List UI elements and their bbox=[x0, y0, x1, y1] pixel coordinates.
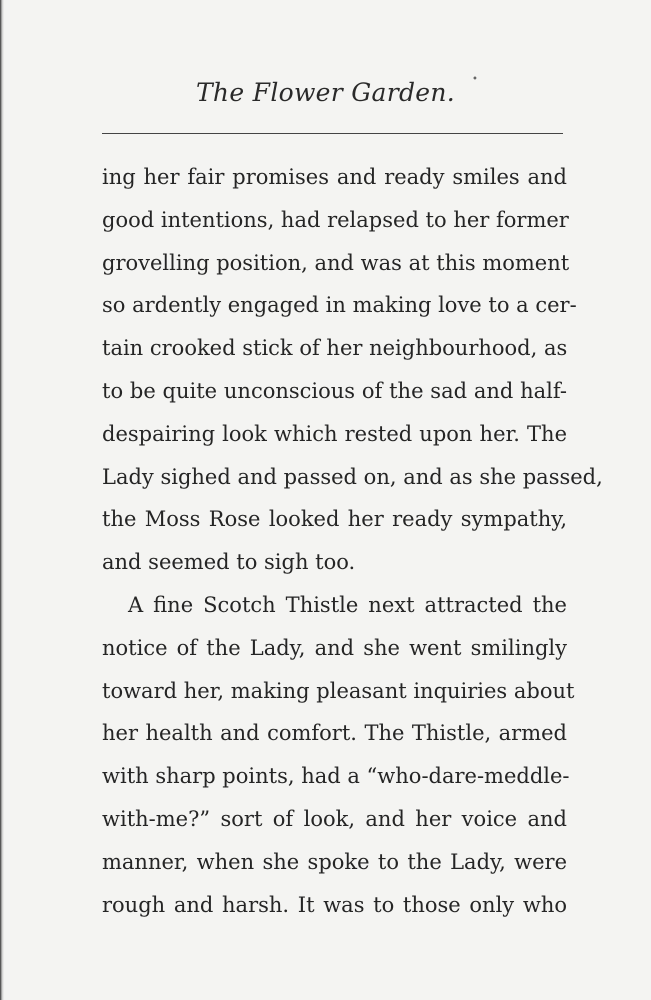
text-line: manner, when she spoke to the Lady, were bbox=[102, 849, 567, 874]
text-line: despairing look which rested upon her. The bbox=[102, 421, 567, 446]
text-line: good intentions, had relapsed to her former bbox=[102, 207, 569, 232]
paragraph-start-line: A fine Scotch Thistle next attracted the bbox=[128, 592, 567, 617]
text-line: her health and comfort. The Thistle, armed bbox=[102, 721, 567, 746]
paragraph-end-line: and seemed to sigh too. bbox=[102, 550, 356, 575]
text-line: so ardently engaged in making love to a cer- bbox=[102, 293, 577, 318]
page-binding-edge bbox=[0, 0, 4, 1000]
print-speck: • bbox=[472, 74, 478, 85]
text-line: ing her fair promises and ready smiles and bbox=[102, 165, 567, 189]
text-line: with sharp points, had a “who-dare-meddle- bbox=[102, 764, 570, 789]
text-line: to be quite unconscious of the sad and half- bbox=[102, 378, 567, 403]
text-line: notice of the Lady, and she went smilingly bbox=[102, 635, 567, 660]
text-line: grovelling position, and was at this moment bbox=[102, 250, 570, 275]
text-line: toward her, making pleasant inquiries about bbox=[102, 678, 575, 703]
body-text bbox=[102, 156, 603, 926]
text-line: with-me?” sort of look, and her voice and bbox=[102, 806, 567, 831]
text-line: rough and harsh. It was to those only who bbox=[102, 892, 567, 917]
running-title: The Flower Garden. bbox=[195, 78, 456, 107]
header-rule bbox=[102, 133, 563, 134]
text-line: the Moss Rose looked her ready sympathy, bbox=[102, 507, 567, 532]
text-line: tain crooked stick of her neighbourhood, as bbox=[102, 336, 568, 361]
text-line: Lady sighed and passed on, and as she passed, bbox=[102, 464, 603, 489]
